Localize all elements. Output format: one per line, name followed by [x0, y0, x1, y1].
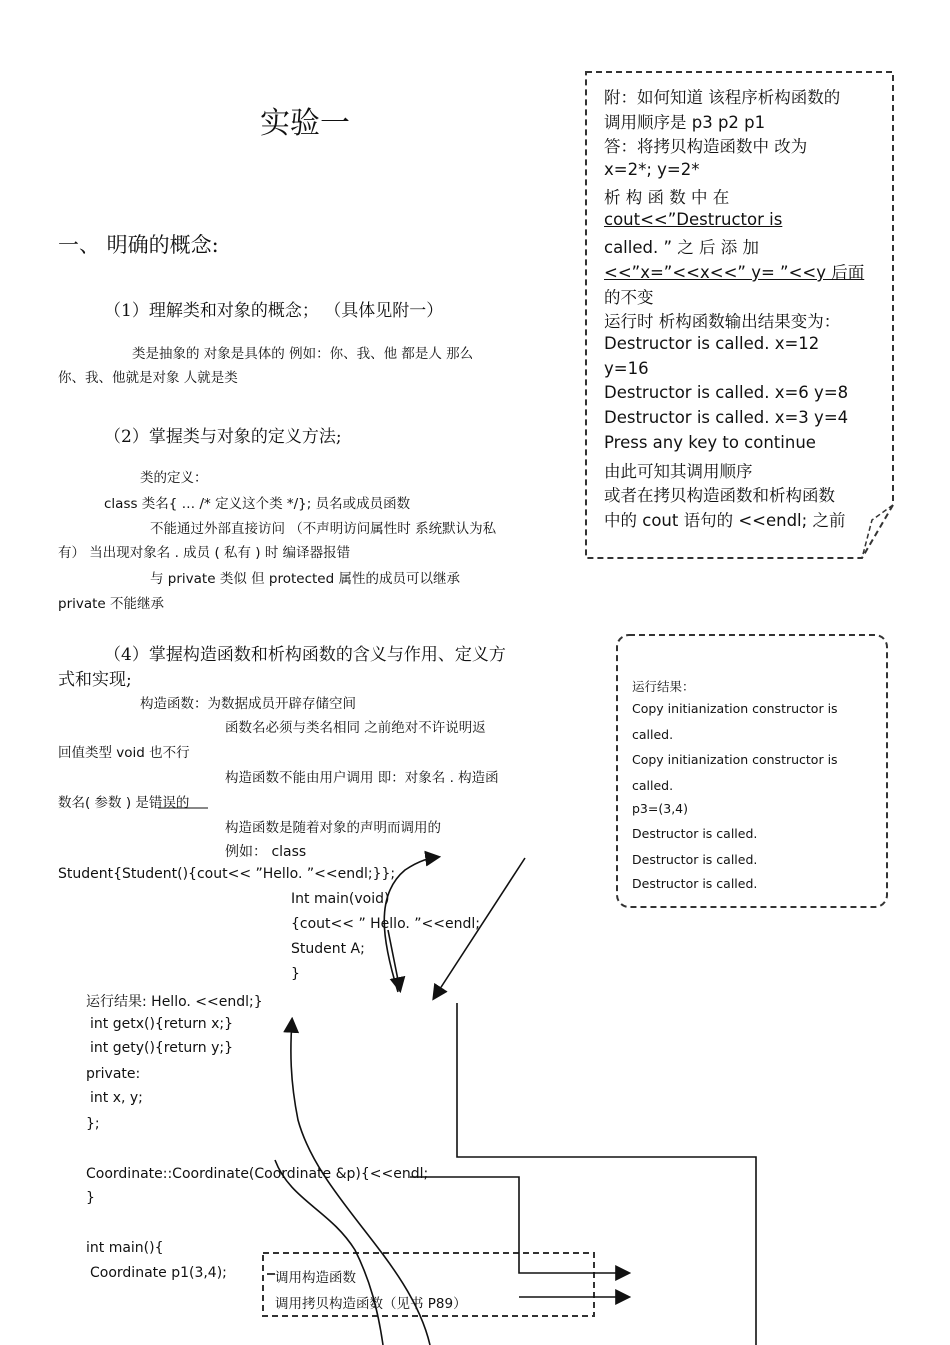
item4-line12: } — [291, 966, 300, 982]
note-line: 或者在拷贝构造函数和析构函数 — [604, 486, 835, 505]
item4-line5-underlined: 错误的 — [148, 795, 190, 811]
code-line8: } — [86, 1190, 95, 1206]
doc-title: 实验一 — [260, 106, 350, 141]
note-line: called. ” 之 后 添 加 — [604, 238, 759, 257]
code-line2: int getx(){return x;} — [90, 1016, 233, 1032]
call-label-2: 调用拷贝构造函数（见书 P89） — [275, 1296, 467, 1312]
result-line: called. — [632, 727, 674, 742]
item4-line4: 构造函数不能由用户调用 即：对象名 . 构造函 — [225, 770, 499, 786]
item2-line5: 与 private 类似 但 protected 属性的成员可以继承 — [150, 571, 460, 587]
result-line: p3=(3,4) — [632, 801, 688, 816]
item2-line2: class 类名{ … /* 定义这个类 */}; 员名或成员函数 — [104, 496, 411, 512]
item4-line5 — [58, 791, 189, 811]
item1-heading: （1）理解类和对象的概念； （具体见附一） — [104, 301, 444, 321]
code-line4: private: — [86, 1066, 141, 1082]
code-line3: int gety(){return y;} — [90, 1040, 233, 1056]
note-line: x=2*; y=2* — [604, 160, 700, 179]
result-line: Copy initianization constructor is — [632, 752, 838, 767]
result-line: 运行结果： — [632, 679, 695, 694]
code-line6: }; — [86, 1116, 100, 1132]
item2-line3: 不能通过外部直接访问 （不声明访问属性时 系统默认为私 — [150, 521, 497, 537]
note-line: 调用顺序是 p3 p2 p1 — [604, 113, 766, 132]
item1-line2: 你、我、他就是对象 人就是类 — [58, 370, 238, 386]
note-line: 的不变 — [604, 288, 654, 307]
note-line: 答：将拷贝构造函数中 改为 — [604, 137, 808, 156]
connector-1 — [410, 1177, 628, 1273]
note-line: Destructor is called. x=6 y=8 — [604, 383, 849, 402]
arrow-curve-2 — [388, 930, 400, 990]
note-line: y=16 — [604, 359, 649, 378]
item4-line7: 例如： class — [225, 844, 307, 860]
item4-line11: Student A; — [291, 941, 365, 957]
item4-line5-prefix: 数名( 参数 ) 是 — [58, 795, 149, 811]
result-line: called. — [632, 778, 674, 793]
result-line: Copy initianization constructor is — [632, 701, 838, 716]
note-line: cout<<”Destructor is — [604, 210, 783, 229]
item4-line3: 回值类型 void 也不行 — [58, 745, 190, 761]
result-line: Destructor is called. — [632, 826, 758, 841]
item4-line1: 构造函数：为数据成员开辟存储空间 — [140, 696, 356, 712]
item2-line1: 类的定义： — [140, 470, 208, 486]
item1-line1: 类是抽象的 对象是具体的 例如：你、我、他 都是人 那么 — [132, 346, 474, 362]
note-line: 附：如何知道 该程序析构函数的 — [604, 88, 841, 107]
item4-line6: 构造函数是随着对象的声明而调用的 — [225, 820, 441, 836]
item2-heading: （2）掌握类与对象的定义方法; — [104, 427, 342, 447]
item4-heading-1: （4）掌握构造函数和析构函数的含义与作用、定义方 — [104, 645, 506, 665]
note-line: <<”x=”<<x<<” y= ”<<y 后面 — [604, 263, 865, 282]
code-line9: int main(){ — [86, 1240, 164, 1256]
note-line: Press any key to continue — [604, 433, 816, 452]
note-line: 运行时 析构函数输出结果变为： — [604, 312, 841, 331]
note-line: Destructor is called. x=12 — [604, 334, 820, 353]
note-line: 中的 cout 语句的 <<endl; 之前 — [604, 511, 846, 530]
code-line1: 运行结果: Hello. <<endl;} — [86, 994, 263, 1010]
note-line: 由此可知其调用顺序 — [604, 462, 753, 481]
note-box-fold — [862, 505, 893, 558]
item4-line9: Int main(void) — [291, 891, 390, 907]
section-heading: 一、 明确的概念: — [58, 233, 219, 257]
item4-line8: Student{Student(){cout<< ”Hello. ”<<endl;}}; — [58, 866, 396, 882]
note-line: 析 构 函 数 中 在 — [604, 188, 730, 207]
item4-heading-2: 式和实现; — [58, 670, 132, 690]
code-line7: Coordinate::Coordinate(Coordinate &p){<<endl; — [86, 1166, 429, 1182]
arrow-curve-4 — [275, 1160, 383, 1345]
item2-line6: private 不能继承 — [58, 596, 165, 612]
item4-line2: 函数名必须与类名相同 之前绝对不许说明返 — [225, 720, 486, 736]
item2-line4: 有） 当出现对象名 . 成员 ( 私有 ) 时 编译器报错 — [58, 545, 351, 561]
result-line: Destructor is called. — [632, 852, 758, 867]
item4-line10: {cout<< ” Hello. ”<<endl; — [291, 916, 480, 932]
code-line5: int x, y; — [90, 1090, 143, 1106]
note-line: Destructor is called. x=3 y=4 — [604, 408, 849, 427]
result-line: Destructor is called. — [632, 876, 758, 891]
code-line10: Coordinate p1(3,4); — [90, 1265, 227, 1281]
connector-3 — [457, 1003, 756, 1345]
call-label-1: 调用构造函数 — [275, 1270, 356, 1286]
